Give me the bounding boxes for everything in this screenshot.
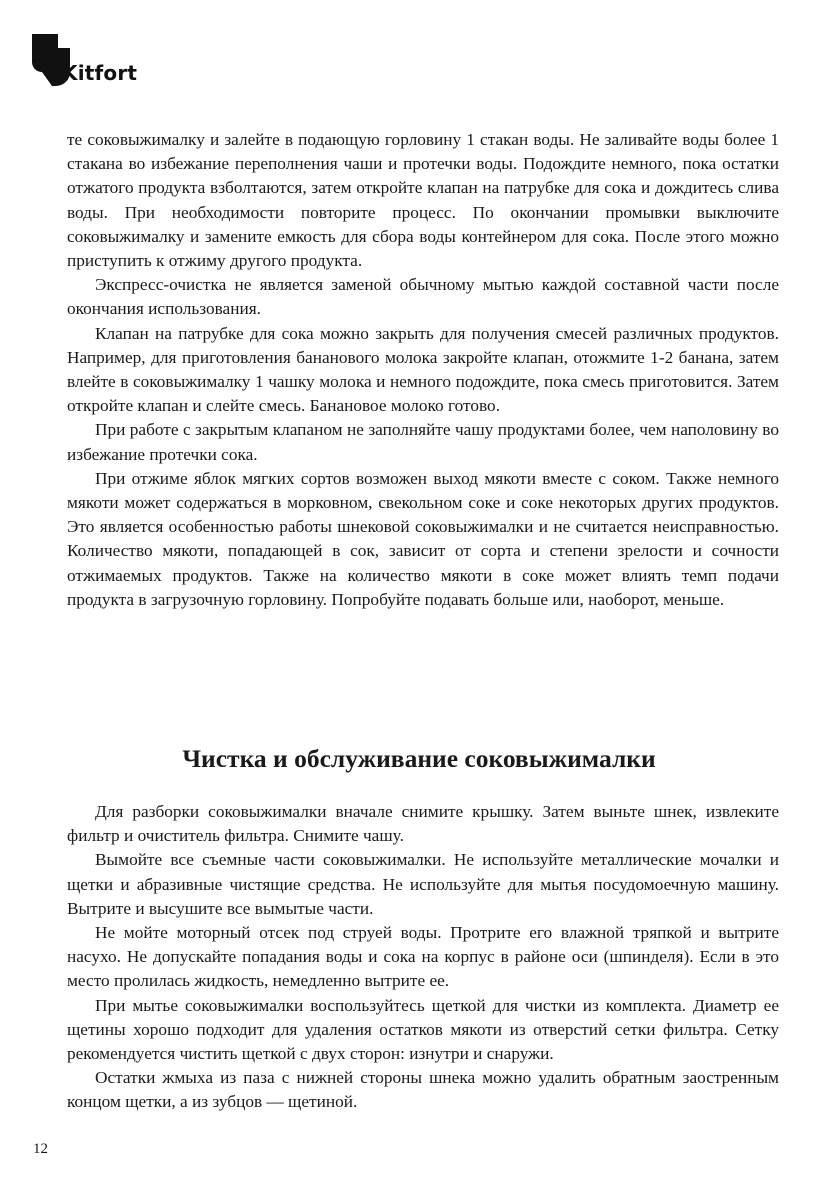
paragraph: При мытье соковыжималки воспользуйтесь щеткой для чистки из комплекта. Диаметр ее щетины хорошо подходит для удаления остатков мякоти из отверстий сетки фильтра. Сетку рекомендуется чистить щеткой с двух сторон: изнутри и снаружи.: [67, 995, 779, 1064]
paragraph: При отжиме яблок мягких сортов возможен выход мякоти вместе с соком. Также немного мякоти может содержаться в морковном, свекольном соке и соке некоторых других продуктов. Это является особенностью работы шнековой соковыжималки и не считается неисправностью. Количество мякоти, попадающей в сок, зависит от сорта и степени зрелости и сочности отжимаемых продуктов. Также на количество мякоти в соке может влиять темп подачи продукта в загрузочную горловину. Попробуйте подавать больше или, наоборот, меньше.: [67, 468, 779, 609]
brand-name: Kitfort: [62, 61, 138, 85]
paragraph: Вымойте все съемные части соковыжималки. Не используйте металлические мочалки и щетки и абразивные чистящие средства. Не используйте для мытья посудомоечную машину. Вытрите и высушите все вымытые части.: [67, 850, 779, 918]
paragraph: Клапан на патрубке для сока можно закрыть для получения смесей различных продуктов. Например, для приготовления бананового молока закройте клапан, отожмите 1-2 банана, затем влейте в соковыжималку 1 чашку молока и немного подождите, пока смесь приготовится. Затем откройте клапан и слейте смесь. Банановое молоко готово.: [67, 323, 779, 416]
paragraph: те соковыжималку и залейте в подающую горловину 1 стакан воды. Не заливайте воды более 1 стакана во избежание переполнения чаши и протечки воды. Подождите немного, пока остатки отжатого продукта взболтаются, затем откройте клапан на патрубке для сока и дождитесь слива воды. При необходимости повторите процесс. По окончании промывки выключите соковыжималку и замените емкость для сбора воды контейнером для сока. После этого можно приступить к отжиму другого продукта.: [67, 130, 779, 271]
paragraph: Не мойте моторный отсек под струей воды. Протрите его влажной тряпкой и вытрите насухо. Не допускайте попадания воды и сока на корпус в районе оси (шпинделя). Если в это место пролилась жидкость, немедленно вытрите ее.: [67, 923, 779, 991]
page-number: 12: [33, 1141, 48, 1157]
brand-logo: [32, 34, 137, 86]
cleaning-section-body: [67, 800, 779, 1115]
paragraph: Для разборки соковыжималки вначале снимите крышку. Затем выньте шнек, извлеките фильтр и очиститель фильтра. Снимите чашу.: [67, 802, 779, 846]
section-body: [67, 128, 779, 612]
paragraph: Остатки жмыха из паза с нижней стороны шнека можно удалить обратным заостренным концом щетки, а из зубцов — щетиной.: [67, 1068, 779, 1112]
paragraph: При работе с закрытым клапаном не заполняйте чашу продуктами более, чем наполовину во избежание протечки сока.: [67, 420, 779, 464]
paragraph: Экспресс-очистка не является заменой обычному мытью каждой составной части после окончания использования.: [67, 275, 779, 319]
section-title: Чистка и обслуживание соковыжималки: [182, 744, 656, 773]
